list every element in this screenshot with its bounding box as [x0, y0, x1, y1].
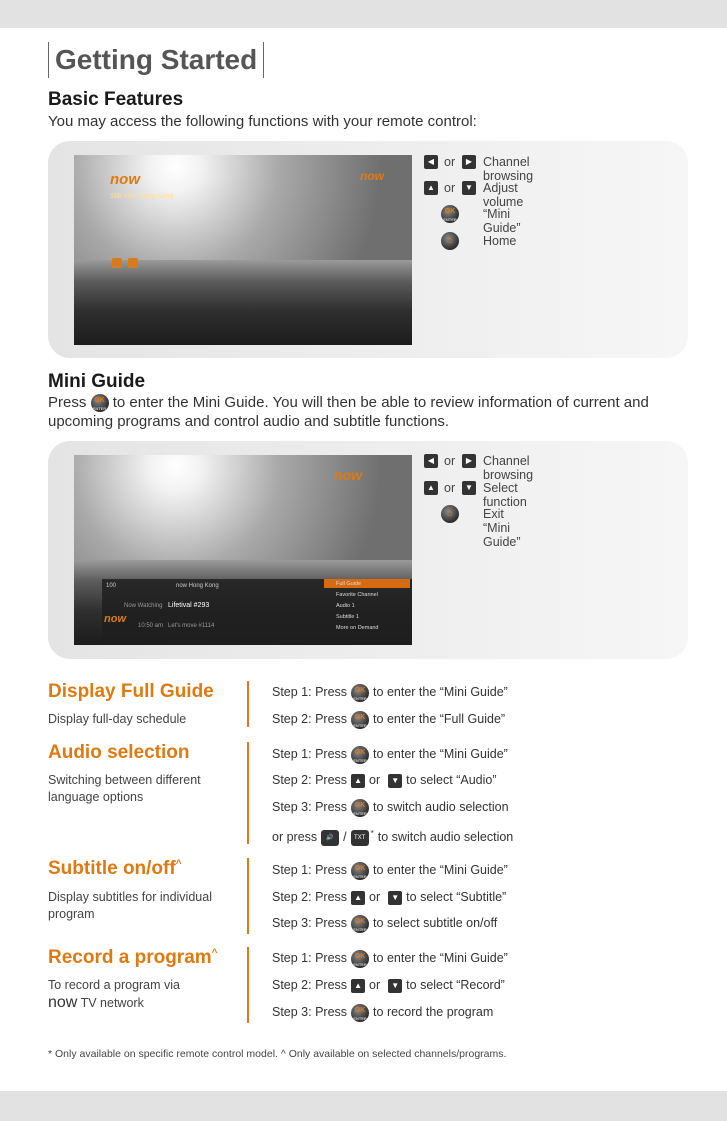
- up-arrow-icon: ▲: [424, 481, 438, 495]
- divider-line: [247, 742, 249, 844]
- basic-features-panel: now 100 now Hong Kong now ◀ or ▶ Channel browsing ▲ or ▼ Adjust volume OK ENTER “Mini Guide” ⌂ Home: [48, 141, 688, 358]
- legend-label: Select function: [483, 481, 527, 509]
- legend-label: Channel browsing: [483, 155, 534, 183]
- home-button-icon: ⌂: [441, 232, 459, 250]
- down-arrow-icon: ▼: [388, 774, 402, 788]
- legend-label: Channel browsing: [483, 454, 534, 482]
- osd-next-program: Let's move #1114: [168, 623, 215, 629]
- basic-features-intro: You may access the following functions with your remote control:: [48, 113, 477, 130]
- txt-key-icon: TXT: [351, 830, 369, 846]
- audio-key-icon: 🔊: [321, 830, 339, 846]
- ok-button-icon: OK ENTER: [441, 205, 459, 223]
- record-title: Record a program^: [48, 947, 218, 968]
- now-tv-logo: now: [360, 169, 384, 183]
- ok-button-icon: OK ENTER: [351, 684, 369, 702]
- now-logo: now: [110, 171, 140, 188]
- audio-selection-desc: Switching between different language options: [48, 773, 201, 804]
- osd-menu-item: Subtitle 1: [336, 614, 359, 620]
- divider-line: [247, 681, 249, 727]
- osd-now-watching-label: Now Watching: [124, 603, 163, 609]
- tv-screenshot-basic: [74, 155, 412, 345]
- osd-menu-item: Full Guide: [336, 581, 362, 587]
- audio-step-1: Step 1: Press OK ENTER to enter the “Mini Guide”: [272, 747, 508, 763]
- audio-step-alt: or press 🔊 / TXT * to switch audio selection: [272, 829, 514, 845]
- left-arrow-icon: ◀: [424, 155, 438, 169]
- right-arrow-icon: ▶: [462, 155, 476, 169]
- page-title: Getting Started: [48, 42, 264, 78]
- mini-guide-osd: [102, 579, 412, 645]
- record-step-3: Step 3: Press OK ENTER to record the program: [272, 1005, 494, 1021]
- down-arrow-icon: ▼: [388, 891, 402, 905]
- osd-next-time: 10:50 am: [138, 623, 164, 629]
- tv-screenshot-mini-guide: [74, 455, 412, 645]
- left-arrow-icon: ◀: [424, 454, 438, 468]
- full-guide-step-1: Step 1: Press OK ENTER to enter the “Mini Guide”: [272, 685, 508, 701]
- record-step-2: Step 2: Press ▲ or ▼ to select “Record”: [272, 978, 505, 992]
- right-arrow-icon: ▶: [462, 454, 476, 468]
- mini-guide-intro: Press OK ENTER to enter the Mini Guide. You will then be able to review information of current and upcoming programs and control audio and subtitle functions.: [48, 394, 649, 431]
- legend-label: Home: [483, 234, 517, 248]
- ok-button-icon: OK ENTER: [91, 394, 109, 412]
- legend-label: Exit “Mini Guide”: [483, 507, 521, 549]
- divider-line: [247, 858, 249, 934]
- up-arrow-icon: ▲: [351, 774, 365, 788]
- ok-button-icon: OK ENTER: [351, 915, 369, 933]
- mini-guide-panel: now 100 now Hong Kong Now Watching Lifetival #293 now 10:50 am Let's move #1114 Full Guide Favorite Channel Audio 1 Subtitle 1 More on Demand ◀ or ▶ Channel browsing ▲ or ▼ Select function ⌂ Exit “Mini Guide”: [48, 441, 688, 659]
- channel-label: 100 now Hong Kong: [110, 193, 174, 200]
- subtitle-desc: Display subtitles for individual program: [48, 890, 212, 921]
- ok-button-icon: OK ENTER: [351, 711, 369, 729]
- osd-menu-item: Favorite Channel: [336, 592, 378, 598]
- legend-label: Adjust volume: [483, 181, 524, 209]
- osd-button: [112, 258, 122, 268]
- ok-button-icon: OK ENTER: [351, 950, 369, 968]
- down-arrow-icon: ▼: [462, 481, 476, 495]
- osd-menu-item: Audio 1: [336, 603, 355, 609]
- now-brand-text: now: [48, 994, 78, 1011]
- mini-guide-heading: Mini Guide: [48, 371, 146, 392]
- ok-button-icon: OK ENTER: [351, 862, 369, 880]
- full-guide-step-2: Step 2: Press OK ENTER to enter the “Full Guide”: [272, 712, 506, 728]
- up-arrow-icon: ▲: [351, 979, 365, 993]
- osd-button: [128, 258, 138, 268]
- home-button-icon: ⌂: [441, 505, 459, 523]
- subtitle-step-2: Step 2: Press ▲ or ▼ to select “Subtitle”: [272, 890, 507, 904]
- up-arrow-icon: ▲: [351, 891, 365, 905]
- ok-button-icon: OK ENTER: [351, 799, 369, 817]
- up-arrow-icon: ▲: [424, 181, 438, 195]
- bottom-band: [0, 1091, 727, 1121]
- now-logo: now: [334, 467, 362, 483]
- subtitle-title: Subtitle on/off^: [48, 858, 182, 879]
- down-arrow-icon: ▼: [462, 181, 476, 195]
- legend-label: “Mini Guide”: [483, 207, 521, 235]
- record-step-1: Step 1: Press OK ENTER to enter the “Mini Guide”: [272, 951, 508, 967]
- footnote: * Only available on specific remote control model. ^ Only available on selected channels/programs.: [48, 1048, 507, 1060]
- audio-step-3: Step 3: Press OK ENTER to switch audio selection: [272, 800, 509, 816]
- osd-channel-name: now Hong Kong: [176, 583, 219, 589]
- legend-mini-guide: [424, 207, 521, 235]
- full-guide-title: Display Full Guide: [48, 681, 214, 702]
- record-desc: To record a program via now TV network: [48, 978, 181, 1011]
- audio-selection-title: Audio selection: [48, 742, 190, 763]
- osd-channel-number: 100: [106, 583, 117, 589]
- divider-line: [247, 947, 249, 1023]
- subtitle-step-1: Step 1: Press OK ENTER to enter the “Mini Guide”: [272, 863, 508, 879]
- subtitle-step-3: Step 3: Press OK ENTER to select subtitle on/off: [272, 916, 498, 932]
- osd-now-watching: Lifetival #293: [168, 602, 210, 609]
- ok-button-icon: OK ENTER: [351, 1004, 369, 1022]
- ok-button-icon: OK ENTER: [351, 746, 369, 764]
- osd-menu-item: More on Demand: [336, 625, 379, 631]
- basic-features-heading: Basic Features: [48, 89, 184, 110]
- audio-step-2: Step 2: Press ▲ or ▼ to select “Audio”: [272, 773, 497, 787]
- now-logo-osd: now: [104, 613, 126, 625]
- full-guide-desc: Display full-day schedule: [48, 712, 187, 726]
- down-arrow-icon: ▼: [388, 979, 402, 993]
- top-band: [0, 0, 727, 28]
